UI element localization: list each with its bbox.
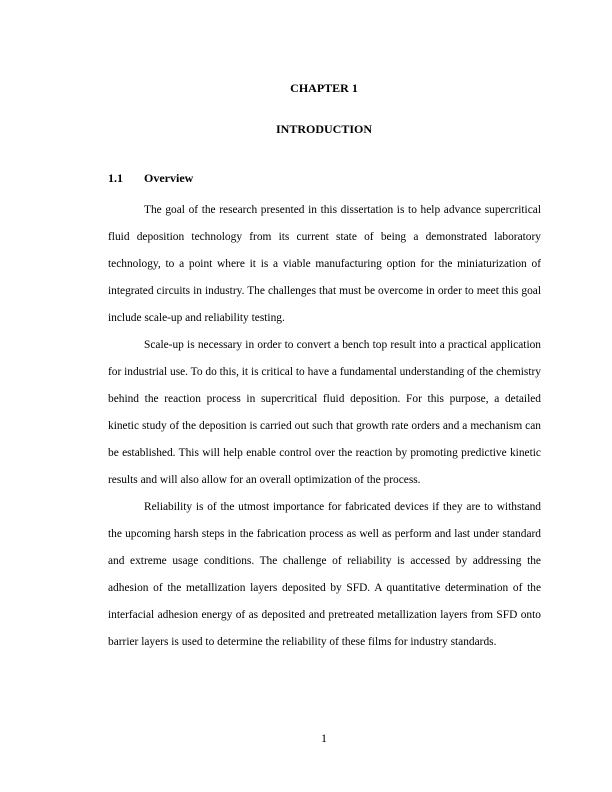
section-heading	[108, 171, 193, 185]
paragraph-reliability: Reliability is of the utmost importance for fabricated devices if they are to withstand the upcoming harsh steps in the fabrication process as well as perform and last under standard and extreme usage conditions. The challenge of reliability is accessed by addressing the adhesion of the metallization layers deposited by SFD. A quantitative determination of the interfacial adhesion energy of as deposited and pretreated metallization layers from SFD onto barrier layers is used to determine the reliability of these films for industry standards.	[108, 501, 541, 648]
chapter-title: INTRODUCTION	[275, 122, 372, 136]
paragraph-goal: The goal of the research presented in this dissertation is to help advance supercritical fluid deposition technology from its current state of being a demonstrated laboratory technology, to a point where it is a viable manufacturing option for the miniaturization of integrated circuits in industry. The challenges that must be overcome in order to meet this goal include scale-up and reliability testing.	[108, 204, 541, 324]
body-text	[108, 197, 541, 656]
section-title: Overview	[144, 171, 194, 185]
section-number: 1.1	[108, 171, 123, 185]
paragraph-scale-up: Scale-up is necessary in order to convert a bench top result into a practical application for industrial use. To do this, it is critical to have a fundamental understanding of the chemistry behind the reaction process in supercritical fluid deposition. For this purpose, a detailed kinetic study of the deposition is carried out such that growth rate orders and a mechanism can be established. This will help enable control over the reaction by promoting predictive kinetic results and will also allow for an overall optimization of the process.	[108, 339, 541, 486]
page-number: 1	[321, 731, 327, 745]
chapter-label: CHAPTER 1	[290, 81, 358, 95]
